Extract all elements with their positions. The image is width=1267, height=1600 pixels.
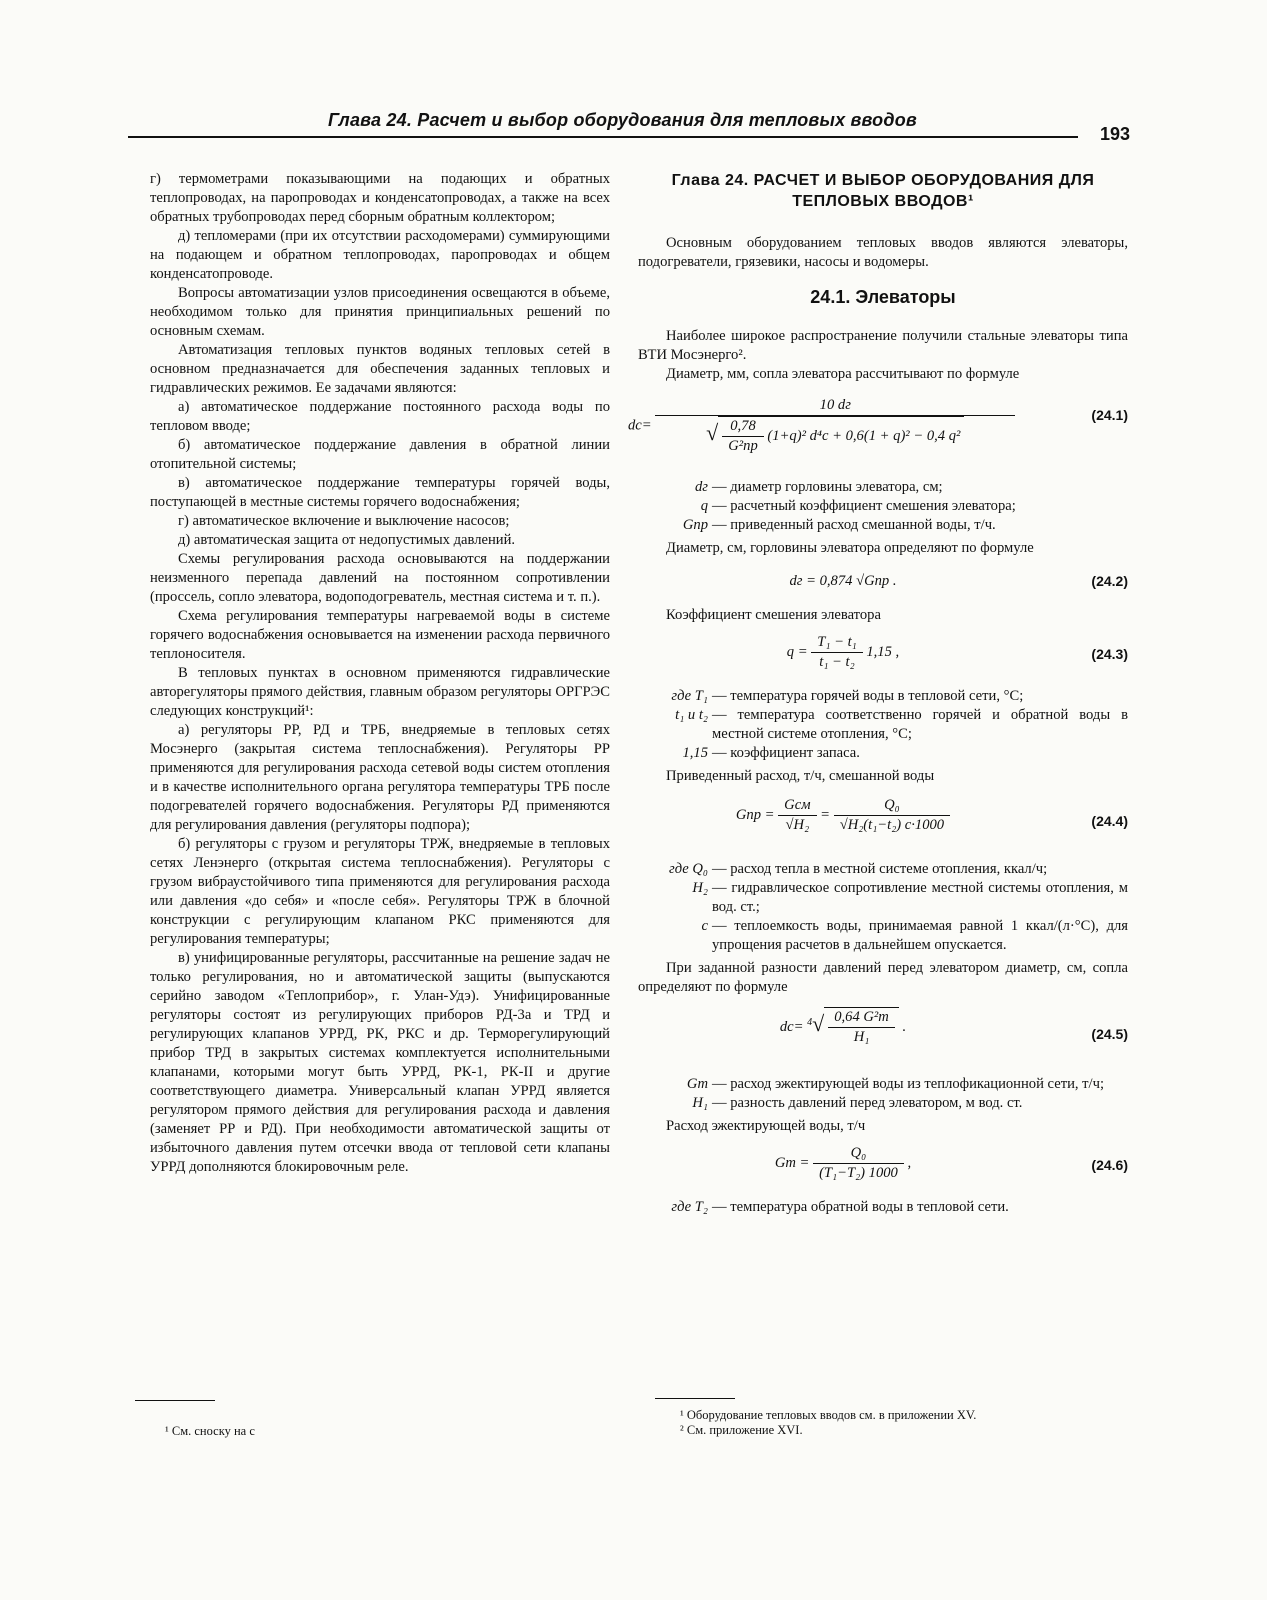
definition-item (638, 1094, 1128, 1113)
formula-number: (24.6) (1091, 1157, 1128, 1173)
root-index: 4 (807, 1016, 813, 1028)
paragraph: Диаметр, см, горловины элеватора определяют по формуле (666, 540, 1034, 556)
definition-item (638, 917, 1128, 955)
paragraph: Наиболее широкое распространение получили стальные элеваторы типа ВТИ Мосэнерго². (638, 328, 1128, 363)
formula-number: (24.2) (1091, 573, 1128, 589)
paragraph: Автоматизация тепловых пунктов водяных тепловых сетей в основном предназначается для обеспечения заданных тепловых и гидравлических режимов. Ее задачами являются: (150, 342, 610, 396)
formula-denominator: (T₁−T₂) 1000 (819, 1165, 898, 1181)
definition-text: — гидравлическое сопротивление местной системы отопления, м вод. ст.; (712, 880, 1128, 915)
chapter-title: Глава 24. РАСЧЕТ И ВЫБОР ОБОРУДОВАНИЯ ДЛЯ ТЕПЛОВЫХ ВВОДОВ¹ (671, 172, 1095, 210)
definition-list (638, 860, 1128, 955)
formula-denominator: √H₂ (785, 817, 810, 833)
paragraph: а) регуляторы РР, РД и ТРБ, внедряемые в тепловых сетях Мосэнерго (закрытая система теплоснабжения). Регуляторы РР применяются для регулирования расхода сетевой воды систем отопления и в качестве исполнительного органа регулятора температуры ТРБ после подогревателей горячего водоснабжения. Регуляторы РД применяются для регулирования давления (регуляторы подпора); (150, 722, 610, 833)
formula-lhs: q = (786, 643, 808, 660)
header-title: Глава 24. Расчет и выбор оборудования для тепловых вводов (328, 110, 917, 130)
paragraph: Расход эжектирующей воды, т/ч (666, 1118, 866, 1134)
definition-list (638, 1075, 1128, 1113)
formula-24-2 (638, 566, 1128, 598)
formula-expression: dг = 0,874 √Gпр . (789, 573, 897, 589)
paragraph: в) автоматическое поддержание температуры горячей воды, поступающей в местные системы горячего водоснабжения; (150, 475, 610, 510)
definition-symbol: Gт (686, 1076, 708, 1092)
definition-item (638, 478, 1128, 497)
formula-den-rest: (1+q)² d⁴с + 0,6(1 + q)² − 0,4 q² (767, 427, 961, 444)
definition-list (638, 687, 1128, 763)
definition-item (638, 1075, 1128, 1094)
paragraph: Схема регулирования температуры нагреваемой воды в системе горячего водоснабжения основывается на изменении расхода первичного теплоносителя. (150, 608, 610, 662)
formula-numerator: Q₀ (834, 796, 950, 816)
definition-text: — коэффициент запаса. (712, 745, 860, 761)
footnote: ¹ Оборудование тепловых вводов см. в приложении XV. (680, 1408, 977, 1422)
paragraph: г) автоматическое включение и выключение насосов; (178, 513, 510, 529)
definition-symbol: H₁ (692, 1095, 708, 1111)
definition-symbol: t₁ и t₂ (675, 707, 708, 723)
paragraph: д) автоматическая защита от недопустимых давлений. (178, 532, 516, 548)
paragraph: б) регуляторы с грузом и регуляторы ТРЖ, внедряемые в тепловых сетях Ленэнерго (открытая система теплоснабжения). Регуляторы с грузом вибраустойчивого типа применяются для регулирования расхода или давления «до себя» и «после себя». Регуляторы ТРЖ в блочной конструкции с регулирующим клапаном РКС применяются для регулирования температуры; (150, 836, 610, 947)
definition-item (638, 1198, 1128, 1217)
section-title: 24.1. Элеваторы (810, 287, 956, 307)
definition-symbol: где T₁ (671, 688, 708, 704)
definition-text: — расчетный коэффициент смешения элеватора; (712, 498, 1016, 514)
formula-rhs: 1,15 , (866, 643, 900, 660)
formula-lhs: dс= (628, 417, 652, 434)
formula-24-5: dс= $^4$√ $\frac{\text{0,64 G²т}}{\text{H₁}}$ . (24.5) (779, 1009, 1128, 1045)
paragraph: Вопросы автоматизации узлов присоединения освещаются в объеме, необходимом только для принятия принципиальных решений по основным схемам. (150, 285, 610, 339)
paragraph: б) автоматическое поддержание давления в обратной линии отопительной системы; (150, 437, 610, 472)
footnote-left: ¹ См. сноску на с (165, 1424, 255, 1438)
definition-text: — температура соответственно горячей и обратной воды в местной системе отопления, °С; (712, 707, 1128, 742)
definition-text: — расход тепла в местной системе отопления, ккал/ч; (712, 861, 1048, 877)
formula-numerator: 10 dг (655, 396, 1015, 416)
paragraph: д) тепломерами (при их отсутствии расходомерами) суммирующими на подающем и обратном теплопроводах, паропроводах и общем конденсатопроводе. (150, 228, 610, 282)
formula-denominator: t₁ − t₂ (819, 654, 855, 670)
paragraph: Коэффициент смешения элеватора (666, 607, 881, 623)
formula-den-b: G²пр (728, 438, 758, 454)
definition-symbol: где T₂ (671, 1199, 708, 1215)
definition-text: — теплоемкость воды, принимаемая равной 1 ккал/(л·°С), для упрощения расчетов в дальнейшем опускается. (712, 918, 1128, 953)
formula-24-6: Gт = $\frac{\text{Q₀}}{\text{(T₁−T₂) 1000}}$ , (24.6) (774, 1145, 1128, 1181)
definition-item (638, 497, 1128, 516)
formula-lhs: Gт = (774, 1154, 810, 1171)
footnote: ² См. приложение XVI. (680, 1423, 803, 1437)
formula-numerator: T₁ − t₁ (811, 633, 862, 653)
formula-number: (24.1) (1091, 407, 1128, 423)
intro-paragraph: Основным оборудованием тепловых вводов являются элеваторы, подогреватели, грязевики, насосы и водомеры. (638, 235, 1128, 270)
definition-text: — температура горячей воды в тепловой сети, °С; (712, 688, 1024, 704)
definition-text: — приведенный расход смешанной воды, т/ч. (712, 517, 996, 533)
paragraph: г) термометрами показывающими на подающих и обратных теплопроводах, на паропроводах и конденсатопроводах, а также на всех обратных трубопроводах перед сборным обратным коллектором; (150, 171, 610, 225)
definition-text: — расход эжектирующей воды из теплофикационной сети, т/ч; (712, 1076, 1105, 1092)
footnotes-right (680, 1408, 1130, 1438)
formula-numerator: Gсм (778, 796, 816, 816)
definition-item (638, 879, 1128, 917)
formula-24-4 (638, 794, 1128, 852)
definition-item (638, 744, 1128, 763)
definition-text: — диаметр горловины элеватора, см; (712, 479, 943, 495)
definition-item (638, 860, 1128, 879)
paragraph: Приведенный расход, т/ч, смешанной воды (666, 768, 935, 784)
paragraph: в) унифицированные регуляторы, рассчитанные на решение задач не только регулирования, но и автоматической защиты (выпускаются серийно заводом «Теплоприбор», г. Улан-Удэ). Унифицированные регуляторы состоят из регулирующих приборов РД-3а и ТРД и регулирующих клапанов УРРД, РК, РКС и др. Терморегулирующий прибор ТРД в закрытых системах комплектуется исполнительными клапанами, которыми могут быть УРРД, РК-1, РК-II и другие соответствующего диаметра. Универсальный клапан УРРД является регулятором прямого действия для регулирования расхода и давления (заменяет РР и РД). При необходимости автоматической защиты от избыточного давления путем отсечки ввода от тепловой сети клапаны УРРД дополняются блокировочным реле. (150, 950, 610, 1175)
definition-item (638, 687, 1128, 706)
formula-numerator: Q₀ (813, 1144, 904, 1164)
footnote-rule-right (655, 1398, 735, 1399)
definition-symbol: dг (695, 479, 708, 495)
definition-item (638, 706, 1128, 744)
formula-number: (24.3) (1091, 646, 1128, 662)
footnote-rule-left (135, 1400, 215, 1401)
formula-den-a: 0,78 (722, 417, 764, 437)
definition-list (638, 478, 1128, 535)
paragraph: Диаметр, мм, сопла элеватора рассчитывают по формуле (666, 366, 1020, 382)
right-column (628, 170, 1128, 1221)
formula-lhs: dс= (779, 1018, 804, 1035)
formula-24-3 (638, 633, 1128, 679)
running-header (128, 106, 1078, 138)
page-number: 193 (1100, 124, 1131, 144)
definition-symbol: q (700, 498, 708, 514)
formula-denominator: √H₂(t₁−t₂) c·1000 (839, 817, 945, 833)
formula-equals: = (820, 806, 831, 823)
definition-symbol: c (701, 918, 708, 934)
paragraph: Схемы регулирования расхода основываются на поддержании неизменного перепада давлений на постоянном сопротивлении (проссель, сопло элеватора, водоподогреватель, местная система и т. п.). (150, 551, 610, 605)
paragraph: При заданной разности давлений перед элеватором диаметр, см, сопла определяют по формуле (638, 960, 1128, 995)
paragraph: В тепловых пунктах в основном применяются гидравлические авторегуляторы прямого действия, главным образом регуляторы ОРГРЭС следующих конструкций¹: (150, 665, 610, 719)
formula-number: (24.5) (1091, 1026, 1128, 1042)
definition-item (638, 516, 1128, 535)
definition-text: — разность давлений перед элеватором, м вод. ст. (712, 1095, 1023, 1111)
left-column (150, 170, 610, 1177)
formula-24-1: dс= 10 dг √ $\frac{0,78}{\text{G²пр}}$ (1+q)² d⁴с + 0,6(1 + q)² − 0,4 q² (24.1) (628, 397, 1128, 454)
paragraph: а) автоматическое поддержание постоянного расхода воды по тепловом вводе; (150, 399, 610, 434)
formula-denominator: H₁ (853, 1029, 870, 1045)
definition-symbol: Gпр (682, 517, 708, 533)
formula-numerator: 0,64 G²т (828, 1008, 895, 1028)
definition-symbol: 1,15 (682, 745, 708, 761)
formula-lhs: Gпр = (735, 806, 775, 823)
formula-number: (24.4) (1091, 813, 1128, 829)
definition-text: — температура обратной воды в тепловой сети. (712, 1199, 1009, 1215)
definition-symbol: где Q₀ (669, 861, 708, 877)
definition-list (638, 1198, 1128, 1217)
definition-symbol: H₂ (692, 880, 708, 896)
